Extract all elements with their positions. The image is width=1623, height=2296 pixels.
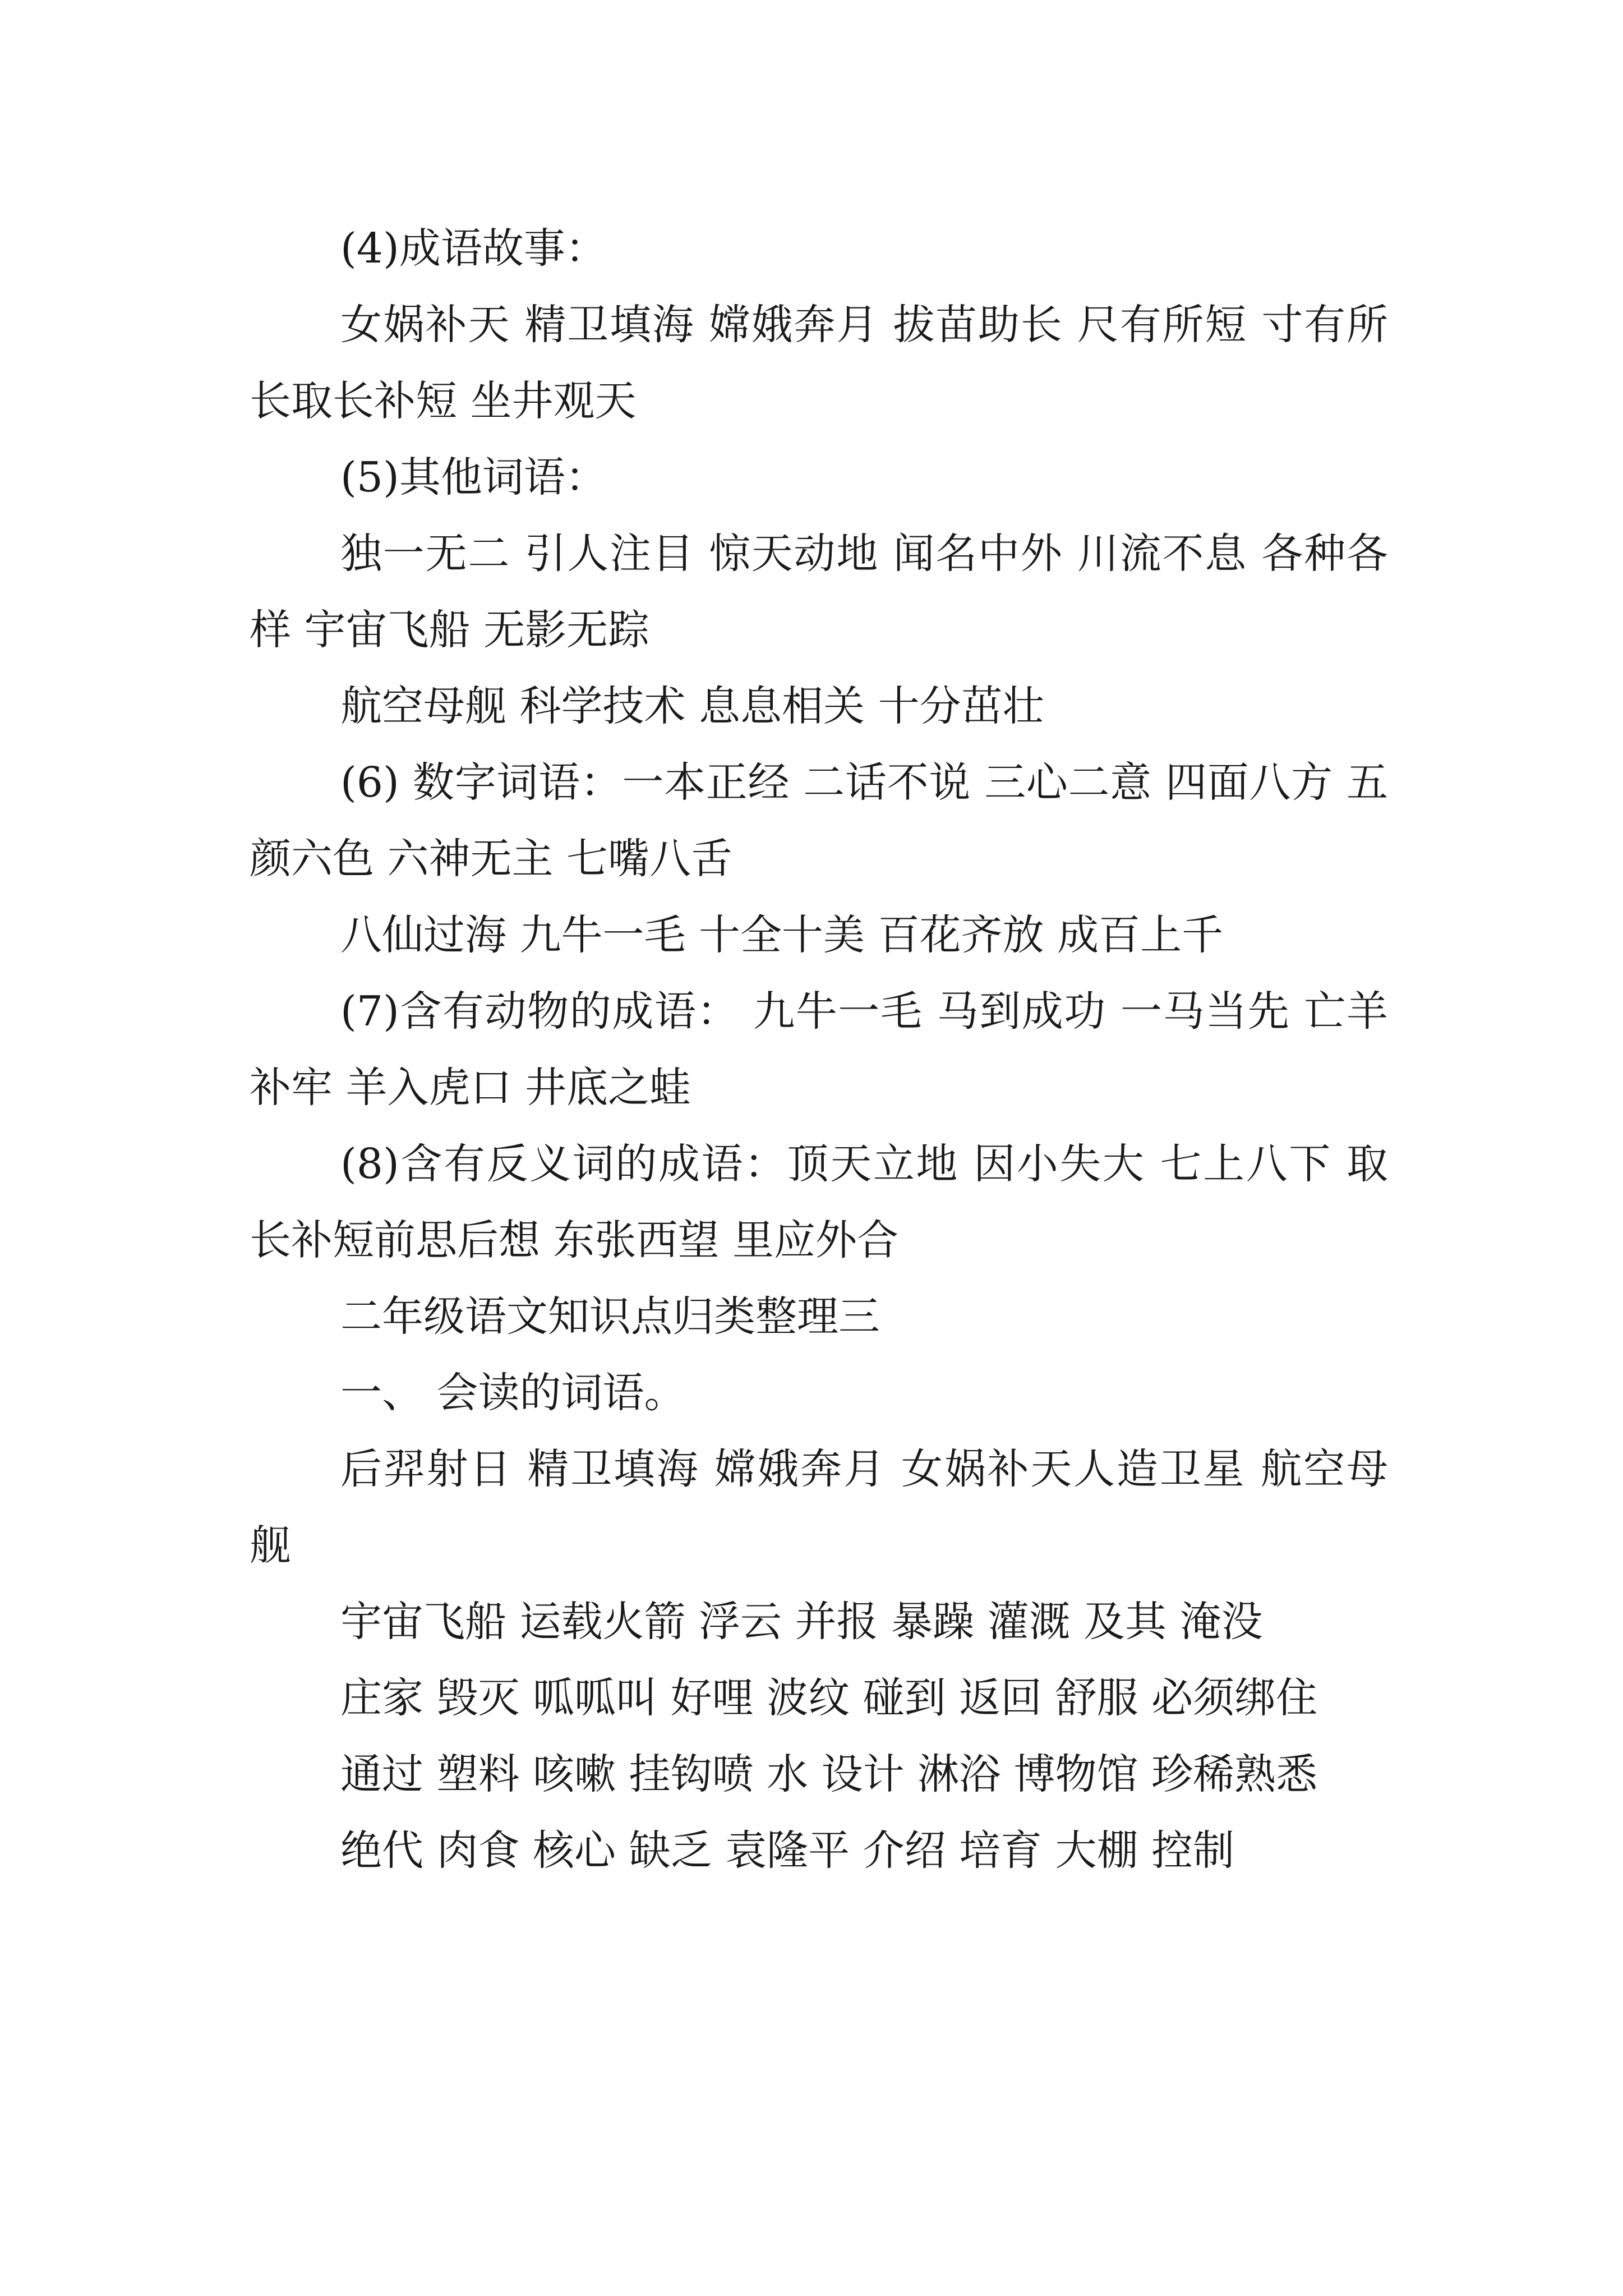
heading-idiom-stories: (4)成语故事： [340,224,607,273]
section-title: 二年级语文知识点归类整理三 [340,1292,880,1341]
paragraph-readable-words-5: 绝代 肉食 核心 缺乏 袁隆平 介绍 培育 大棚 控制 [340,1826,1235,1875]
heading-readable-words: 一、 会读的词语。 [340,1369,686,1417]
paragraph-readable-words-3: 庄家 毁灭 呱呱叫 好哩 波纹 碰到 返回 舒服 必须绑住 [340,1674,1318,1722]
heading-other-words: (5)其他词语： [340,453,607,501]
paragraph-readable-words-4: 通过 塑料 咳嗽 挂钩喷 水 设计 淋浴 博物馆 珍稀熟悉 [340,1750,1318,1798]
paragraph-animal-idioms: (7)含有动物的成语： 九牛一毛 马到成功 一马当先 亡羊补牢 羊入虎口 井底之蛙 [250,987,1388,1112]
paragraph-number-words-1: (6) 数字词语：一本正经 二话不说 三心二意 四面八方 五颜六色 六神无主 七嘴八舌 [250,758,1388,883]
paragraph-readable-words-1: 后羿射日 精卫填海 嫦娥奔月 女娲补天人造卫星 航空母舰 [250,1445,1388,1570]
paragraph-number-words-2: 八仙过海 九牛一毛 十全十美 百花齐放 成百上千 [340,911,1224,959]
paragraph-readable-words-2: 宇宙飞船 运载火箭 浮云 并报 暴躁 灌溉 及其 淹没 [340,1598,1263,1646]
paragraph-idiom-stories: 女娲补天 精卫填海 嫦娥奔月 拔苗助长 尺有所短 寸有所长取长补短 坐井观天 [250,301,1388,425]
paragraph-antonym-idioms: (8)含有反义词的成语：顶天立地 因小失大 七上八下 取长补短前思后想 东张西望 里应外合 [250,1140,1388,1264]
paragraph-other-words-2: 航空母舰 科学技术 息息相关 十分茁壮 [340,682,1044,730]
paragraph-other-words-1: 独一无二 引人注目 惊天动地 闻名中外 川流不息 各种各样 宇宙飞船 无影无踪 [250,530,1388,654]
document-body [250,210,1388,1889]
